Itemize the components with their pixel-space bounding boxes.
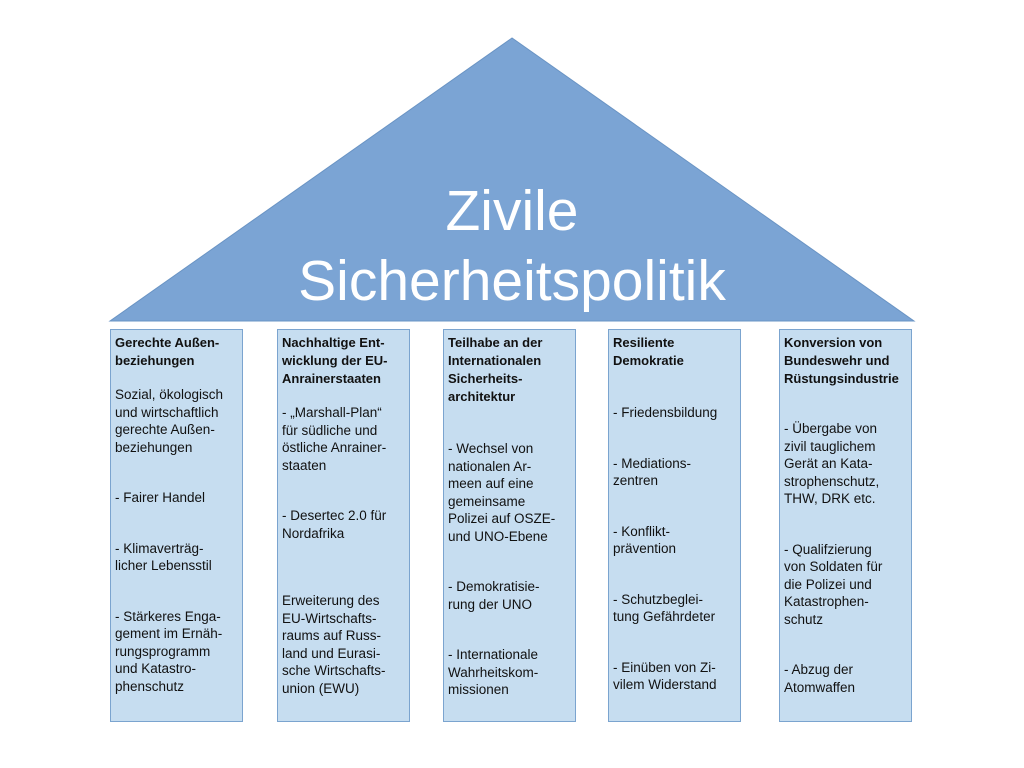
pillar-item: - Klimaverträg- licher Lebensstil [115, 540, 212, 573]
pillar-item: Sozial, ökologisch und wirtschaftlich gerechte Außen- beziehungen [115, 387, 224, 455]
pillar-item: - Konflikt- prävention [613, 523, 677, 556]
pillar-heading: Gerechte Außen- beziehungen [115, 335, 220, 368]
pillar-item: - Wechsel von nationalen Ar- meen auf eine gemeinsame Polizei auf OSZE- und UNO-Ebene [448, 441, 556, 544]
pillar-heading: Konversion von Bundeswehr und Rüstungsindustrie [784, 335, 899, 386]
pillar-sicherheitsarchitektur [443, 329, 576, 722]
pillar-item: - Demokratisie- rung der UNO [448, 579, 540, 612]
pillar-gerechte-aussenbeziehungen [110, 329, 243, 722]
pillar-item: - Friedensbildung [613, 405, 718, 420]
pillar-item: - „Marshall-Plan“ für südliche und östliche Anrainer- staaten [282, 405, 387, 473]
pillar-item: - Mediations- zentren [613, 455, 692, 488]
pillar-heading: Resiliente Demokratie [613, 335, 684, 368]
roof-title-line-1: Zivile [445, 179, 579, 243]
pillar-item: - Desertec 2.0 für Nordafrika [282, 508, 387, 541]
pillar-item: - Schutzbeglei- tung Gefährdeter [613, 591, 716, 624]
pillar-item: - Einüben von Zi- vilem Widerstand [613, 659, 717, 692]
pillar-heading: Nachhaltige Ent- wicklung der EU- Anrainerstaaten [282, 335, 388, 386]
pillar-item: - Übergabe von zivil tauglichem Gerät an Kata- strophenschutz, THW, DRK etc. [784, 421, 880, 506]
pillar-heading: Teilhabe an der Internationalen Sicherheits- architektur [448, 335, 543, 404]
pillar-item: - Abzug der Atomwaffen [784, 662, 856, 695]
pillar-item: - Stärkeres Enga- gement im Ernäh- rungsprogramm und Katastro- phenschutz [115, 608, 223, 694]
pillar-item: - Internationale Wahrheitskom- missionen [448, 647, 539, 697]
pillar-nachhaltige-entwicklung [277, 329, 410, 722]
pillar-item: - Fairer Handel [115, 490, 206, 505]
pillar-item: - Qualifzierung von Soldaten für die Polizei und Katastrophen- schutz [784, 541, 883, 627]
pillar-item: Erweiterung des EU-Wirtschafts- raums auf Russ- land und Eurasi- sche Wirtschafts- union (EWU) [282, 593, 386, 696]
pillar-resiliente-demokratie [608, 329, 741, 722]
pillar-konversion-bundeswehr [779, 329, 912, 722]
roof-title-line-2: Sicherheitspolitik [298, 249, 726, 313]
